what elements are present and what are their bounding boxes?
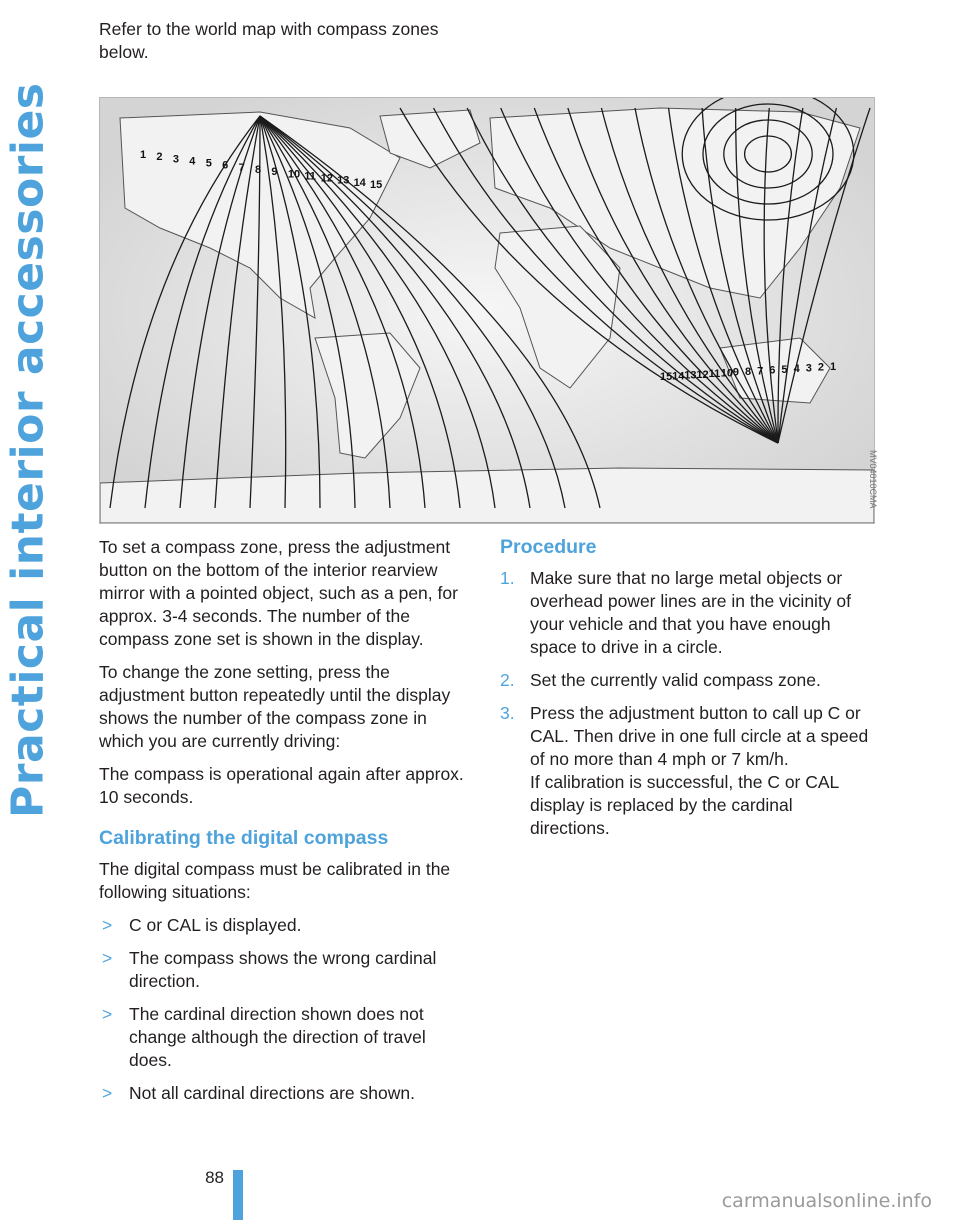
zone-label: 10 <box>287 168 301 181</box>
zone-label: 3 <box>172 153 179 166</box>
zone-label: 15 <box>660 371 673 383</box>
calibrating-heading: Calibrating the digital compass <box>99 827 389 849</box>
zone-label: 2 <box>817 361 824 374</box>
step-note-text: If calibration is successful, the C or CAL display is replaced by the cardinal directions. <box>530 772 839 838</box>
world-map-graphic <box>100 98 874 523</box>
list-item-text: Not all cardinal directions are shown. <box>129 1083 415 1103</box>
paragraph-change-zone: To change the zone setting, press the adjustment button repeatedly until the display shows the number of the compass zone in which you are currently driving: <box>99 662 451 751</box>
list-item <box>99 947 469 993</box>
intro-text: Refer to the world map with compass zones below. <box>99 19 439 62</box>
calibrating-intro: The digital compass must be calibrated in the following situations: <box>99 859 451 902</box>
zone-label: 9 <box>271 166 278 179</box>
step-text: Make sure that no large metal objects or overhead power lines are in the vicinity of your vehicle and that you have enough space to drive in a circle. <box>530 568 852 657</box>
page-accent-bar <box>233 1170 243 1220</box>
zone-label: 14 <box>672 370 685 383</box>
step-item <box>500 567 870 659</box>
section-title: Practical interior accessories <box>2 82 54 818</box>
zone-label: 8 <box>255 164 262 176</box>
list-item-text: C or CAL is displayed. <box>129 915 302 935</box>
bullet-marker: > <box>102 948 113 968</box>
step-text: Press the adjustment button to call up C or CAL. Then drive in one full circle at a speed of no more than 4 mph or 7 km/h. <box>530 703 869 769</box>
zone-label: 1 <box>830 361 837 373</box>
paragraph-set-zone: To set a compass zone, press the adjustment button on the bottom of the interior rearview mirror with a pointed object, such as a pen, for approx. 3-4 seconds. The number of the compass zone set is shown in the display. <box>99 537 458 649</box>
step-number: 3. <box>500 703 515 723</box>
paragraph-operational: The compass is operational again after approx. 10 seconds. <box>99 764 464 807</box>
zone-label: 1 <box>140 149 147 161</box>
step-note <box>500 771 870 840</box>
list-item-text: The compass shows the wrong cardinal direction. <box>129 948 437 991</box>
zone-label: 10 <box>720 367 733 380</box>
zone-label: 4 <box>793 363 800 376</box>
zone-label: 15 <box>370 179 383 191</box>
zone-label: 14 <box>353 176 366 189</box>
zone-label: 8 <box>745 366 752 378</box>
list-item-text: The cardinal direction shown does not change although the direction of travel does. <box>129 1004 426 1070</box>
zone-label: 12 <box>320 172 333 185</box>
bullet-marker: > <box>102 1004 113 1024</box>
bullet-marker: > <box>102 915 113 935</box>
step-number: 2. <box>500 670 515 690</box>
zone-label: 13 <box>684 369 697 382</box>
bullet-marker: > <box>102 1083 113 1103</box>
step-number: 1. <box>500 568 515 588</box>
left-column <box>99 536 469 1115</box>
zone-label: 5 <box>781 363 788 376</box>
step-item <box>500 702 870 771</box>
list-item <box>99 1003 469 1072</box>
list-item <box>99 1082 469 1105</box>
map-reference-code: MV04010CMA <box>868 450 878 509</box>
zone-label: 6 <box>769 364 776 377</box>
step-item <box>500 669 870 692</box>
zone-label: 5 <box>205 157 212 170</box>
compass-zone-world-map <box>99 97 875 524</box>
procedure-steps <box>500 567 870 840</box>
step-text: Set the currently valid compass zone. <box>530 670 821 690</box>
calibration-situations-list <box>99 914 469 1105</box>
zone-label: 12 <box>696 368 709 381</box>
page-number: 88 <box>205 1168 224 1187</box>
zone-label: 2 <box>156 151 163 164</box>
list-item <box>99 914 469 937</box>
zone-label: 9 <box>732 366 739 379</box>
zone-label: 7 <box>757 365 764 378</box>
zone-label: 3 <box>805 362 812 375</box>
zone-label: 7 <box>238 161 245 174</box>
zone-label: 11 <box>304 170 316 183</box>
zone-label: 6 <box>222 159 229 172</box>
zone-label: 13 <box>337 174 350 187</box>
procedure-heading: Procedure <box>500 536 597 558</box>
zone-label: 4 <box>189 155 196 168</box>
right-column <box>500 536 870 850</box>
zone-label: 11 <box>708 368 721 381</box>
watermark: carmanualsonline.info <box>721 1190 932 1212</box>
